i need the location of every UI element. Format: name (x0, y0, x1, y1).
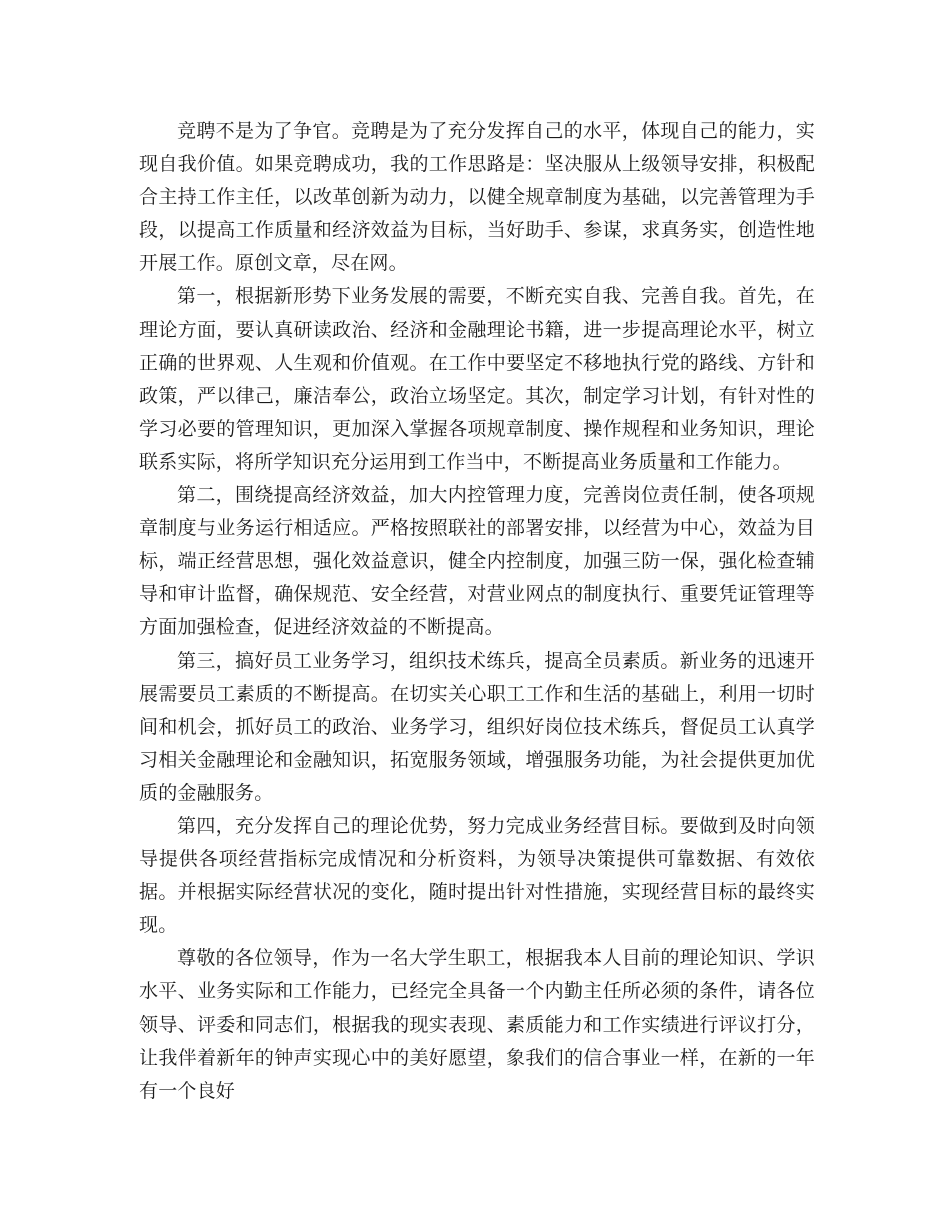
paragraph-closing: 尊敬的各位领导，作为一名大学生职工，根据我本人目前的理论知识、学识水平、业务实际和工作能力，已经完全具备一个内勤主任所必须的条件，请各位领导、评委和同志们，根据我的现实表现、素质能力和工作实绩进行评议打分，让我伴着新年的钟声实现心中的美好愿望，象我们的信合事业一样，在新的一年有一个良好 (139, 947, 815, 1102)
paragraph-second-point: 第二，围绕提高经济效益，加大内控管理力度，完善岗位责任制，使各项规章制度与业务运行相适应。严格按照联社的部署安排，以经营为中心，效益为目标，端正经营思想，强化效益意识，健全内控制度，加强三防一保，强化检查辅导和审计监督，确保规范、安全经营，对营业网点的制度执行、重要凭证管理等方面加强检查，促进经济效益的不断提高。 (139, 484, 815, 639)
paragraph-first-point: 第一，根据新形势下业务发展的需要，不断充实自我、完善自我。首先，在理论方面，要认真研读政治、经济和金融理论书籍，进一步提高理论水平，树立正确的世界观、人生观和价值观。在工作中要坚定不移地执行党的路线、方针和政策，严以律己，廉洁奉公，政治立场坚定。其次，制定学习计划，有针对性的学习必要的管理知识，更加深入掌握各项规章制度、操作规程和业务知识，理论联系实际，将所学知识充分运用到工作当中，不断提高业务质量和工作能力。 (139, 285, 815, 473)
paragraph-intro: 竞聘不是为了争官。竞聘是为了充分发挥自己的水平，体现自己的能力，实现自我价值。如果竞聘成功，我的工作思路是：坚决服从上级领导安排，积极配合主持工作主任，以改革创新为动力，以健全规章制度为基础，以完善管理为手段，以提高工作质量和经济效益为目标，当好助手、参谋，求真务实，创造性地开展工作。原创文章，尽在网。 (139, 120, 815, 275)
document-body (139, 115, 815, 1108)
paragraph-fourth-point: 第四，充分发挥自己的理论优势，努力完成业务经营目标。要做到及时向领导提供各项经营指标完成情况和分析资料，为领导决策提供可靠数据、有效依据。并根据实际经营状况的变化，随时提出针对性措施，实现经营目标的最终实现。 (139, 814, 815, 937)
paragraph-third-point: 第三，搞好员工业务学习，组织技术练兵，提高全员素质。新业务的迅速开展需要员工素质的不断提高。在切实关心职工工作和生活的基础上，利用一切时间和机会，抓好员工的政治、业务学习，组织好岗位技术练兵，督促员工认真学习相关金融理论和金融知识，拓宽服务领域，增强服务功能，为社会提供更加优质的金融服务。 (139, 649, 815, 804)
